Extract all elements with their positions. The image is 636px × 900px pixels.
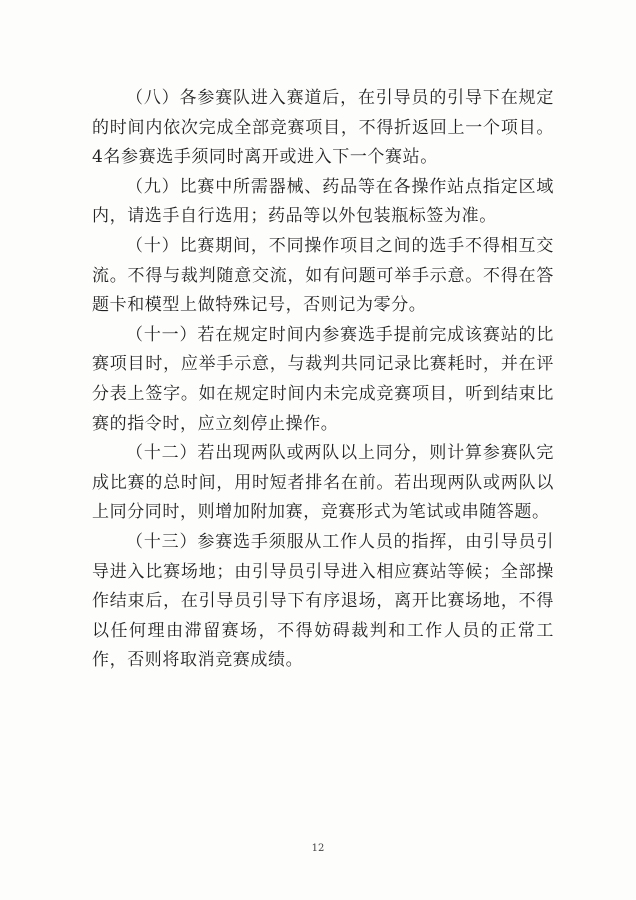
paragraph-8: （八）各参赛队进入赛道后，在引导员的引导下在规定的时间内依次完成全部竞赛项目，不得折返回上一个项目。4名参赛选手须同时离开或进入下一个赛站。 [92,88,554,168]
paragraph-11: （十一）若在规定时间内参赛选手提前完成该赛站的比赛项目时，应举手示意，与裁判共同记录比赛耗时，并在评分表上签字。如在规定时间内未完成竞赛项目，听到结束比赛的指令时，应立刻停止操作。 [92,324,554,434]
paragraph-10: （十）比赛期间，不同操作项目之间的选手不得相互交流。不得与裁判随意交流，如有问题可举手示意。不得在答题卡和模型上做特殊记号，否则记为零分。 [92,235,554,316]
paragraph-13: （十三）参赛选手须服从工作人员的指挥，由引导员引导进入比赛场地；由引导员引导进入相应赛站等候；全部操作结束后，在引导员引导下有序退场，离开比赛场地，不得以任何理由滞留赛场，不得妨碍裁判和工作人员的正常工作，否则将取消竞赛成绩。 [92,531,554,671]
page-number: 12 [311,843,325,854]
paragraph-12: （十二）若出现两队或两队以上同分，则计算参赛队完成比赛的总时间，用时短者排名在前。若出现两队或两队以上同分同时，则增加附加赛，竞赛形式为笔试或串随答题。 [92,443,554,523]
paragraph-9: （九）比赛中所需器械、药品等在各操作站点指定区域内，请选手自行选用；药品等以外包装瓶标签为准。 [92,176,554,227]
document-body [92,84,554,676]
